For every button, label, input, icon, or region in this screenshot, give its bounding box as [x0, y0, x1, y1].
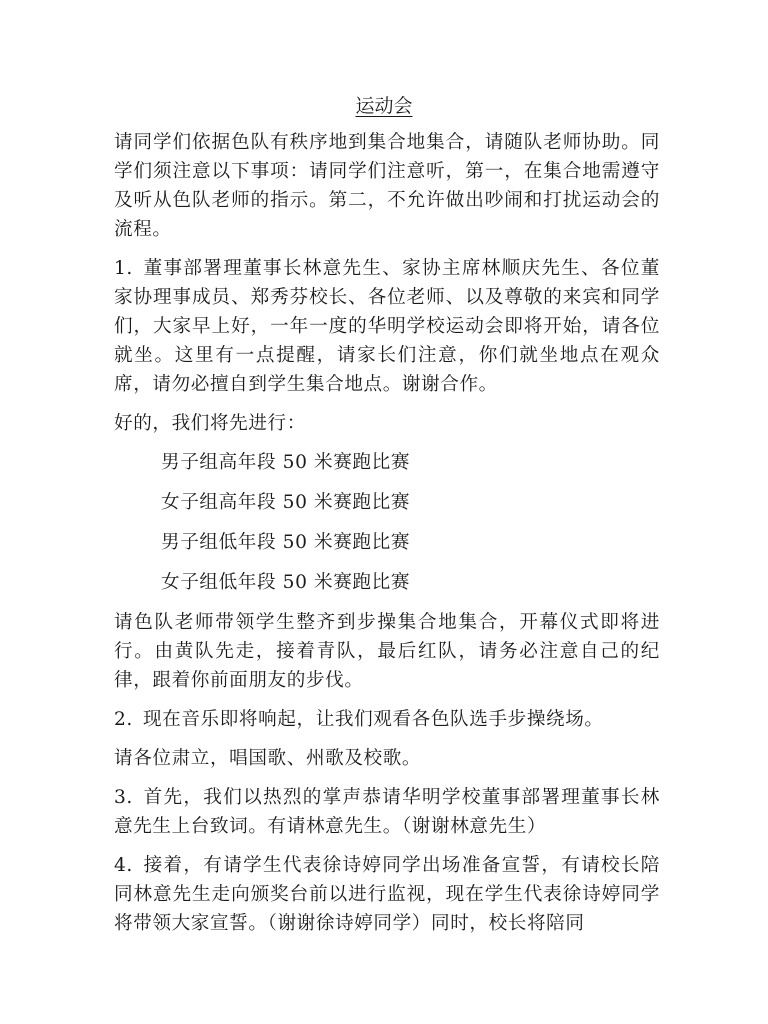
events-list: [114, 448, 660, 597]
list-item: 女子组高年段 50 米赛跑比赛: [161, 492, 411, 513]
paragraph-music: [114, 705, 660, 734]
item-number: 2.: [114, 709, 133, 730]
paragraph-text: 董事部署理董事长林意先生、家协主席林顺庆先生、各位董家协理事成员、郑秀芬校长、各位老师、以及尊敬的来宾和同学们，大家早上好，一年一度的华明学校运动会即将开始，请各位就坐。这里有一点提醒，请家长们注意，你们就坐地点在观众席，请勿必擅自到学生集合地点。谢谢合作。: [114, 258, 660, 395]
list-item: 女子组低年段 50 米赛跑比赛: [161, 572, 411, 593]
list-item: 男子组高年段 50 米赛跑比赛: [161, 452, 411, 473]
document-title: 运动会: [355, 95, 413, 117]
paragraph-oath: [114, 851, 660, 938]
item-number: 1.: [114, 258, 133, 279]
paragraph-anthem: 请各位肃立，唱国歌、州歌及校歌。: [114, 748, 422, 769]
paragraph-text: 现在音乐即将响起，让我们观看各色队选手步操绕场。: [142, 709, 604, 730]
paragraph-speech: [114, 783, 660, 841]
paragraph-events-intro: 好的，我们将先进行：: [114, 413, 306, 434]
paragraph-opening-greeting: [114, 254, 660, 399]
list-item: 男子组低年段 50 米赛跑比赛: [161, 532, 411, 553]
item-number: 4.: [114, 855, 133, 876]
document-body: [114, 128, 660, 948]
item-number: 3.: [114, 787, 133, 808]
paragraph-text: 首先，我们以热烈的掌声恭请华明学校董事部署理董事长林意先生上台致词。有请林意先生。（谢谢林意先生）: [114, 787, 660, 837]
paragraph-assembly-instructions: 请同学们依据色队有秩序地到集合地集合，请随队老师协助。同学们须注意以下事项：请同学们注意听，第一，在集合地需遵守及听从色队老师的指示。第二，不允许做出吵闹和打扰运动会的流程。: [114, 132, 660, 240]
paragraph-text: 接着，有请学生代表徐诗婷同学出场准备宣誓，有请校长陪同林意先生走向颁奖台前以进行监视，现在学生代表徐诗婷同学将带领大家宣誓。（谢谢徐诗婷同学）同时，校长将陪同: [114, 855, 660, 934]
paragraph-march-instructions: 请色队老师带领学生整齐到步操集合地集合，开幕仪式即将进行。由黄队先走，接着青队，最后红队，请务必注意自己的纪律，跟着你前面朋友的步伐。: [114, 612, 660, 691]
